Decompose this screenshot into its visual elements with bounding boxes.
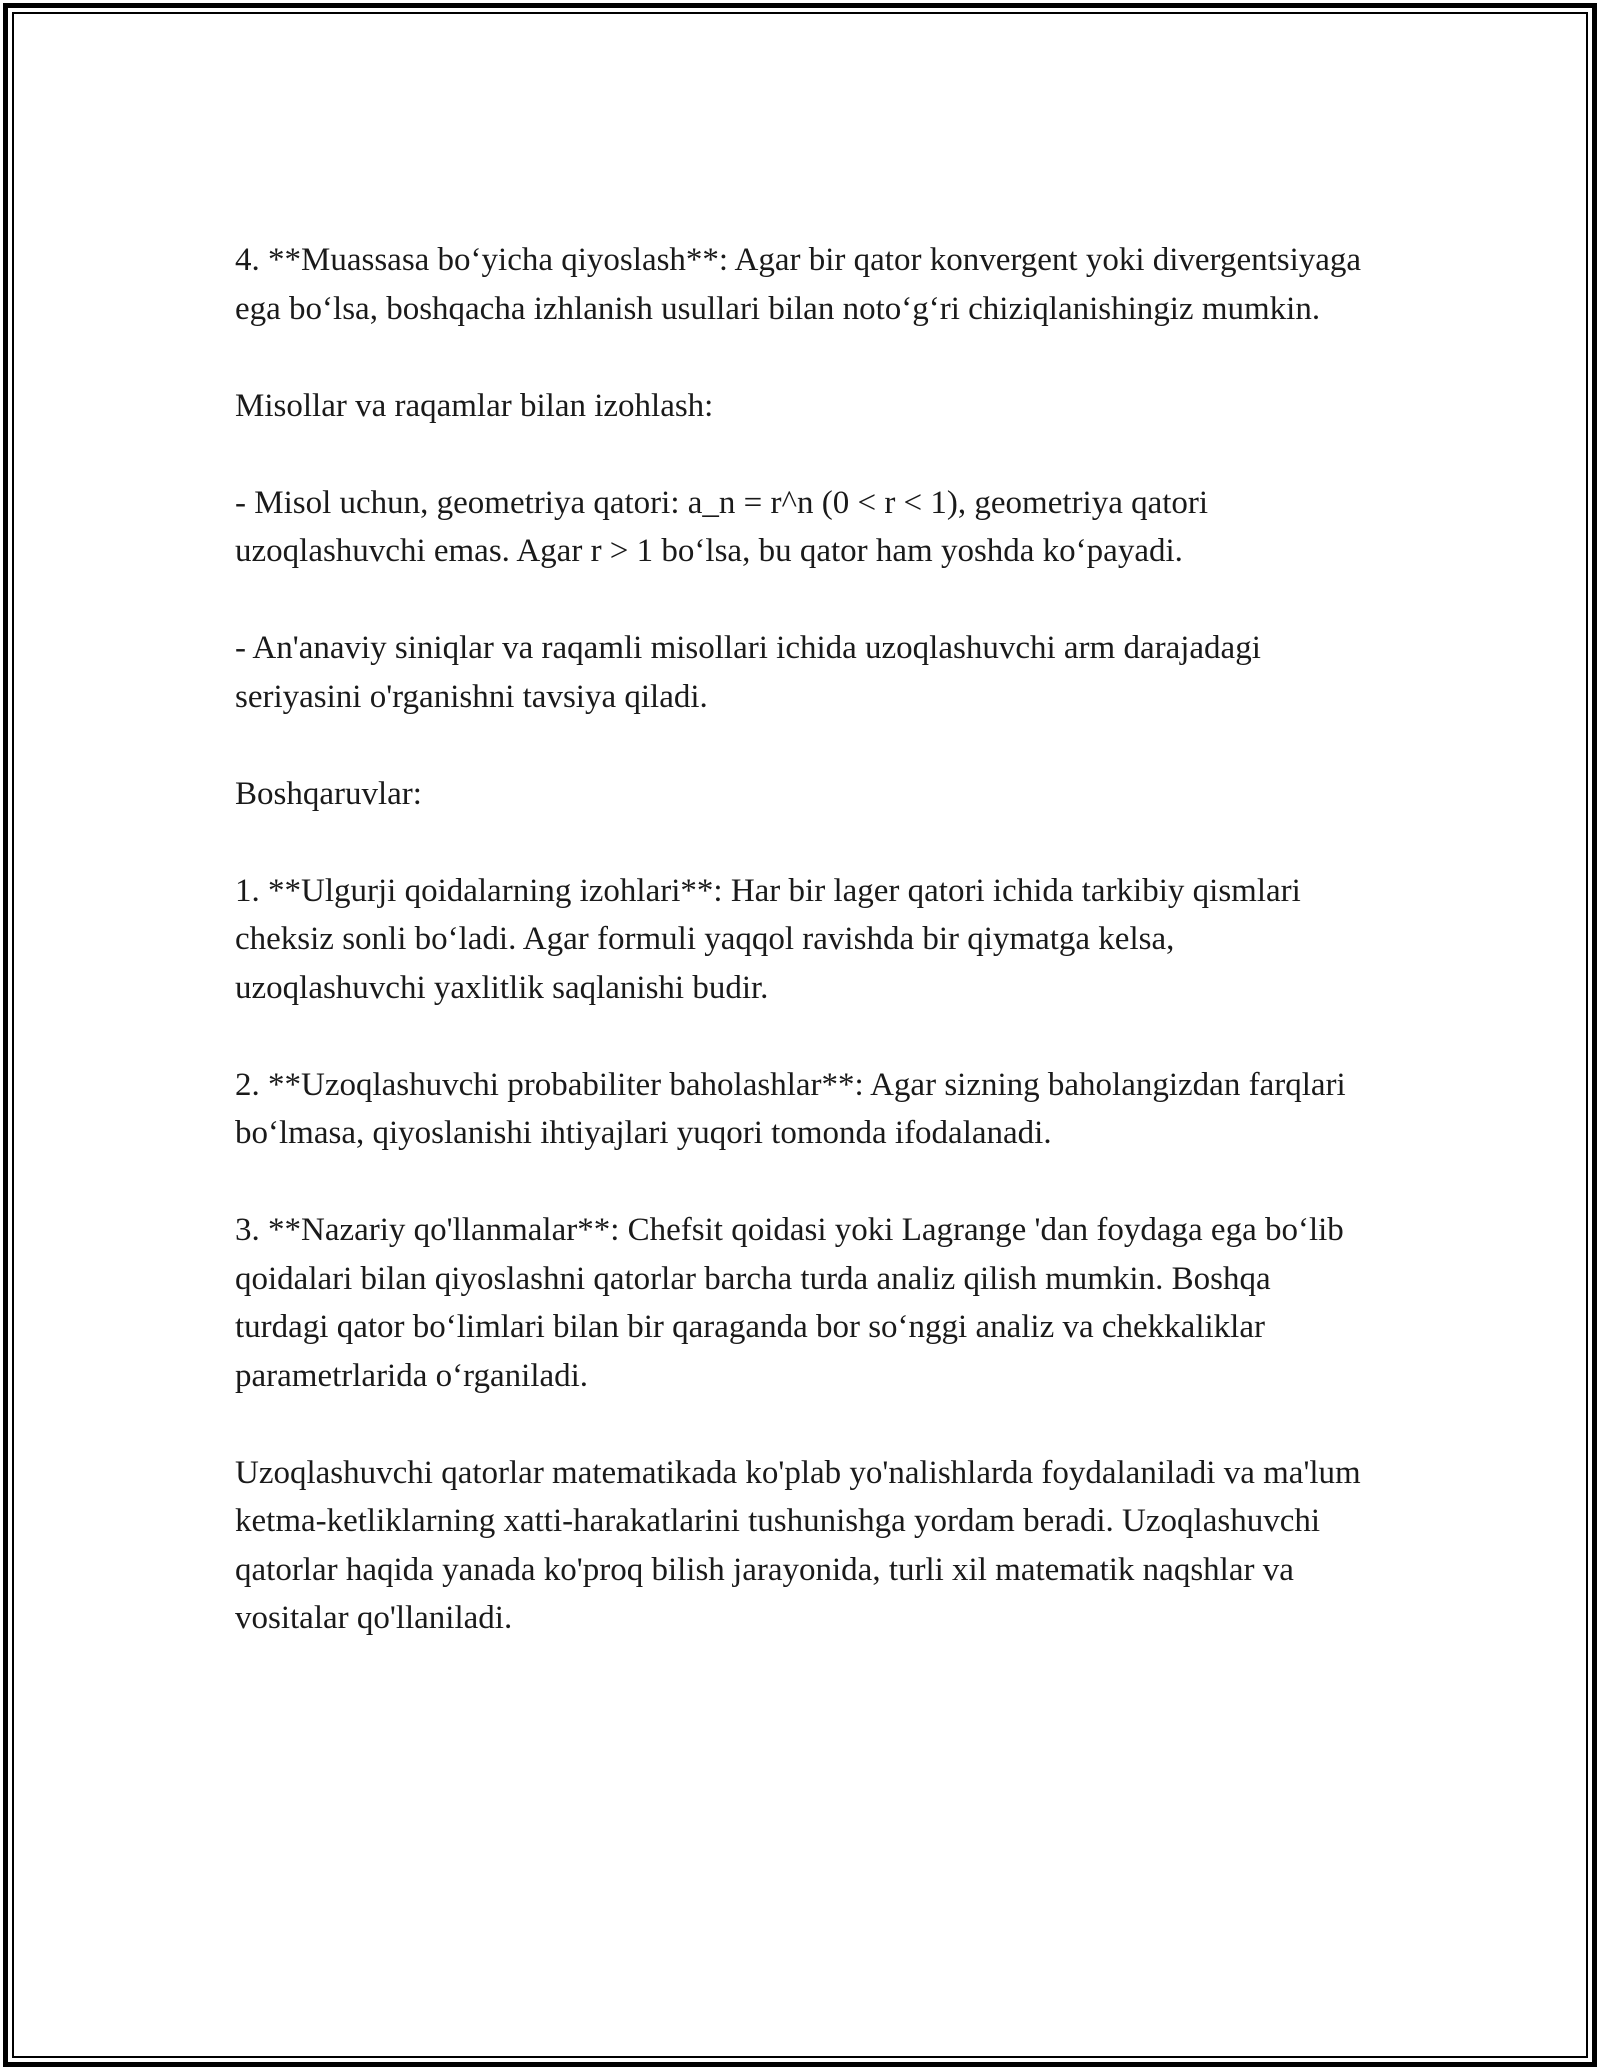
paragraph-traditional-fractions: - An'anaviy siniqlar va raqamli misollari ichida uzoqlashuvchi arm darajadagi seriyasini o'rganishni tavsiya qiladi. — [235, 630, 1261, 715]
document-body — [235, 236, 1370, 1643]
paragraph-controls-heading: Boshqaruvlar: — [235, 775, 422, 812]
paragraph-comparison-by-institution: 4. **Muassasa bo‘yicha qiyoslash**: Agar bir qator konvergent yoki divergentsiyaga ega bo‘lsa, boshqacha izhlanish usullari bilan noto‘g‘ri chiziqlanishingiz mumkin. — [235, 242, 1362, 327]
paragraph-examples-heading: Misollar va raqamlar bilan izohlash: — [235, 387, 714, 424]
paragraph-probabilistic-estimates: 2. **Uzoqlashuvchi probabiliter baholashlar**: Agar sizning baholangizdan farqlari bo‘lmasa, qiyoslanishi ihtiyajlari yuqori tomonda ifodalanadi. — [235, 1066, 1346, 1151]
paragraph-geometric-series-example: - Misol uchun, geometriya qatori: a_n = r^n (0 < r < 1), geometriya qatori uzoqlashuvchi emas. Agar r > 1 bo‘lsa, bu qator ham yoshda ko‘payadi. — [235, 484, 1209, 569]
paragraph-conclusion: Uzoqlashuvchi qatorlar matematikada ko'plab yo'nalishlarda foydalaniladi va ma'lum ketma-ketliklarning xatti-harakatlarini tushunishga yordam beradi. Uzoqlashuvchi qatorlar haqida yanada ko'proq bilish jarayonida, turli xil matematik naqshlar va vositalar qo'llaniladi. — [235, 1454, 1361, 1636]
paragraph-rule-explanations: 1. **Ulgurji qoidalarning izohlari**: Har bir lager qatori ichida tarkibiy qismlari cheksiz sonli bo‘ladi. Agar formuli yaqqol ravishda bir qiymatga kelsa, uzoqlashuvchi yaxlitlik saqlanishi budir. — [235, 872, 1301, 1006]
paragraph-theoretical-guides: 3. **Nazariy qo'llanmalar**: Chefsit qoidasi yoki Lagrange 'dan foydaga ega bo‘lib qoidalari bilan qiyoslashni qatorlar barcha turda analiz qilish mumkin. Boshqa turdagi qator bo‘limlari bilan bir qaraganda bor so‘nggi analiz va chekkaliklar parametrlarida o‘rganiladi. — [235, 1212, 1344, 1394]
